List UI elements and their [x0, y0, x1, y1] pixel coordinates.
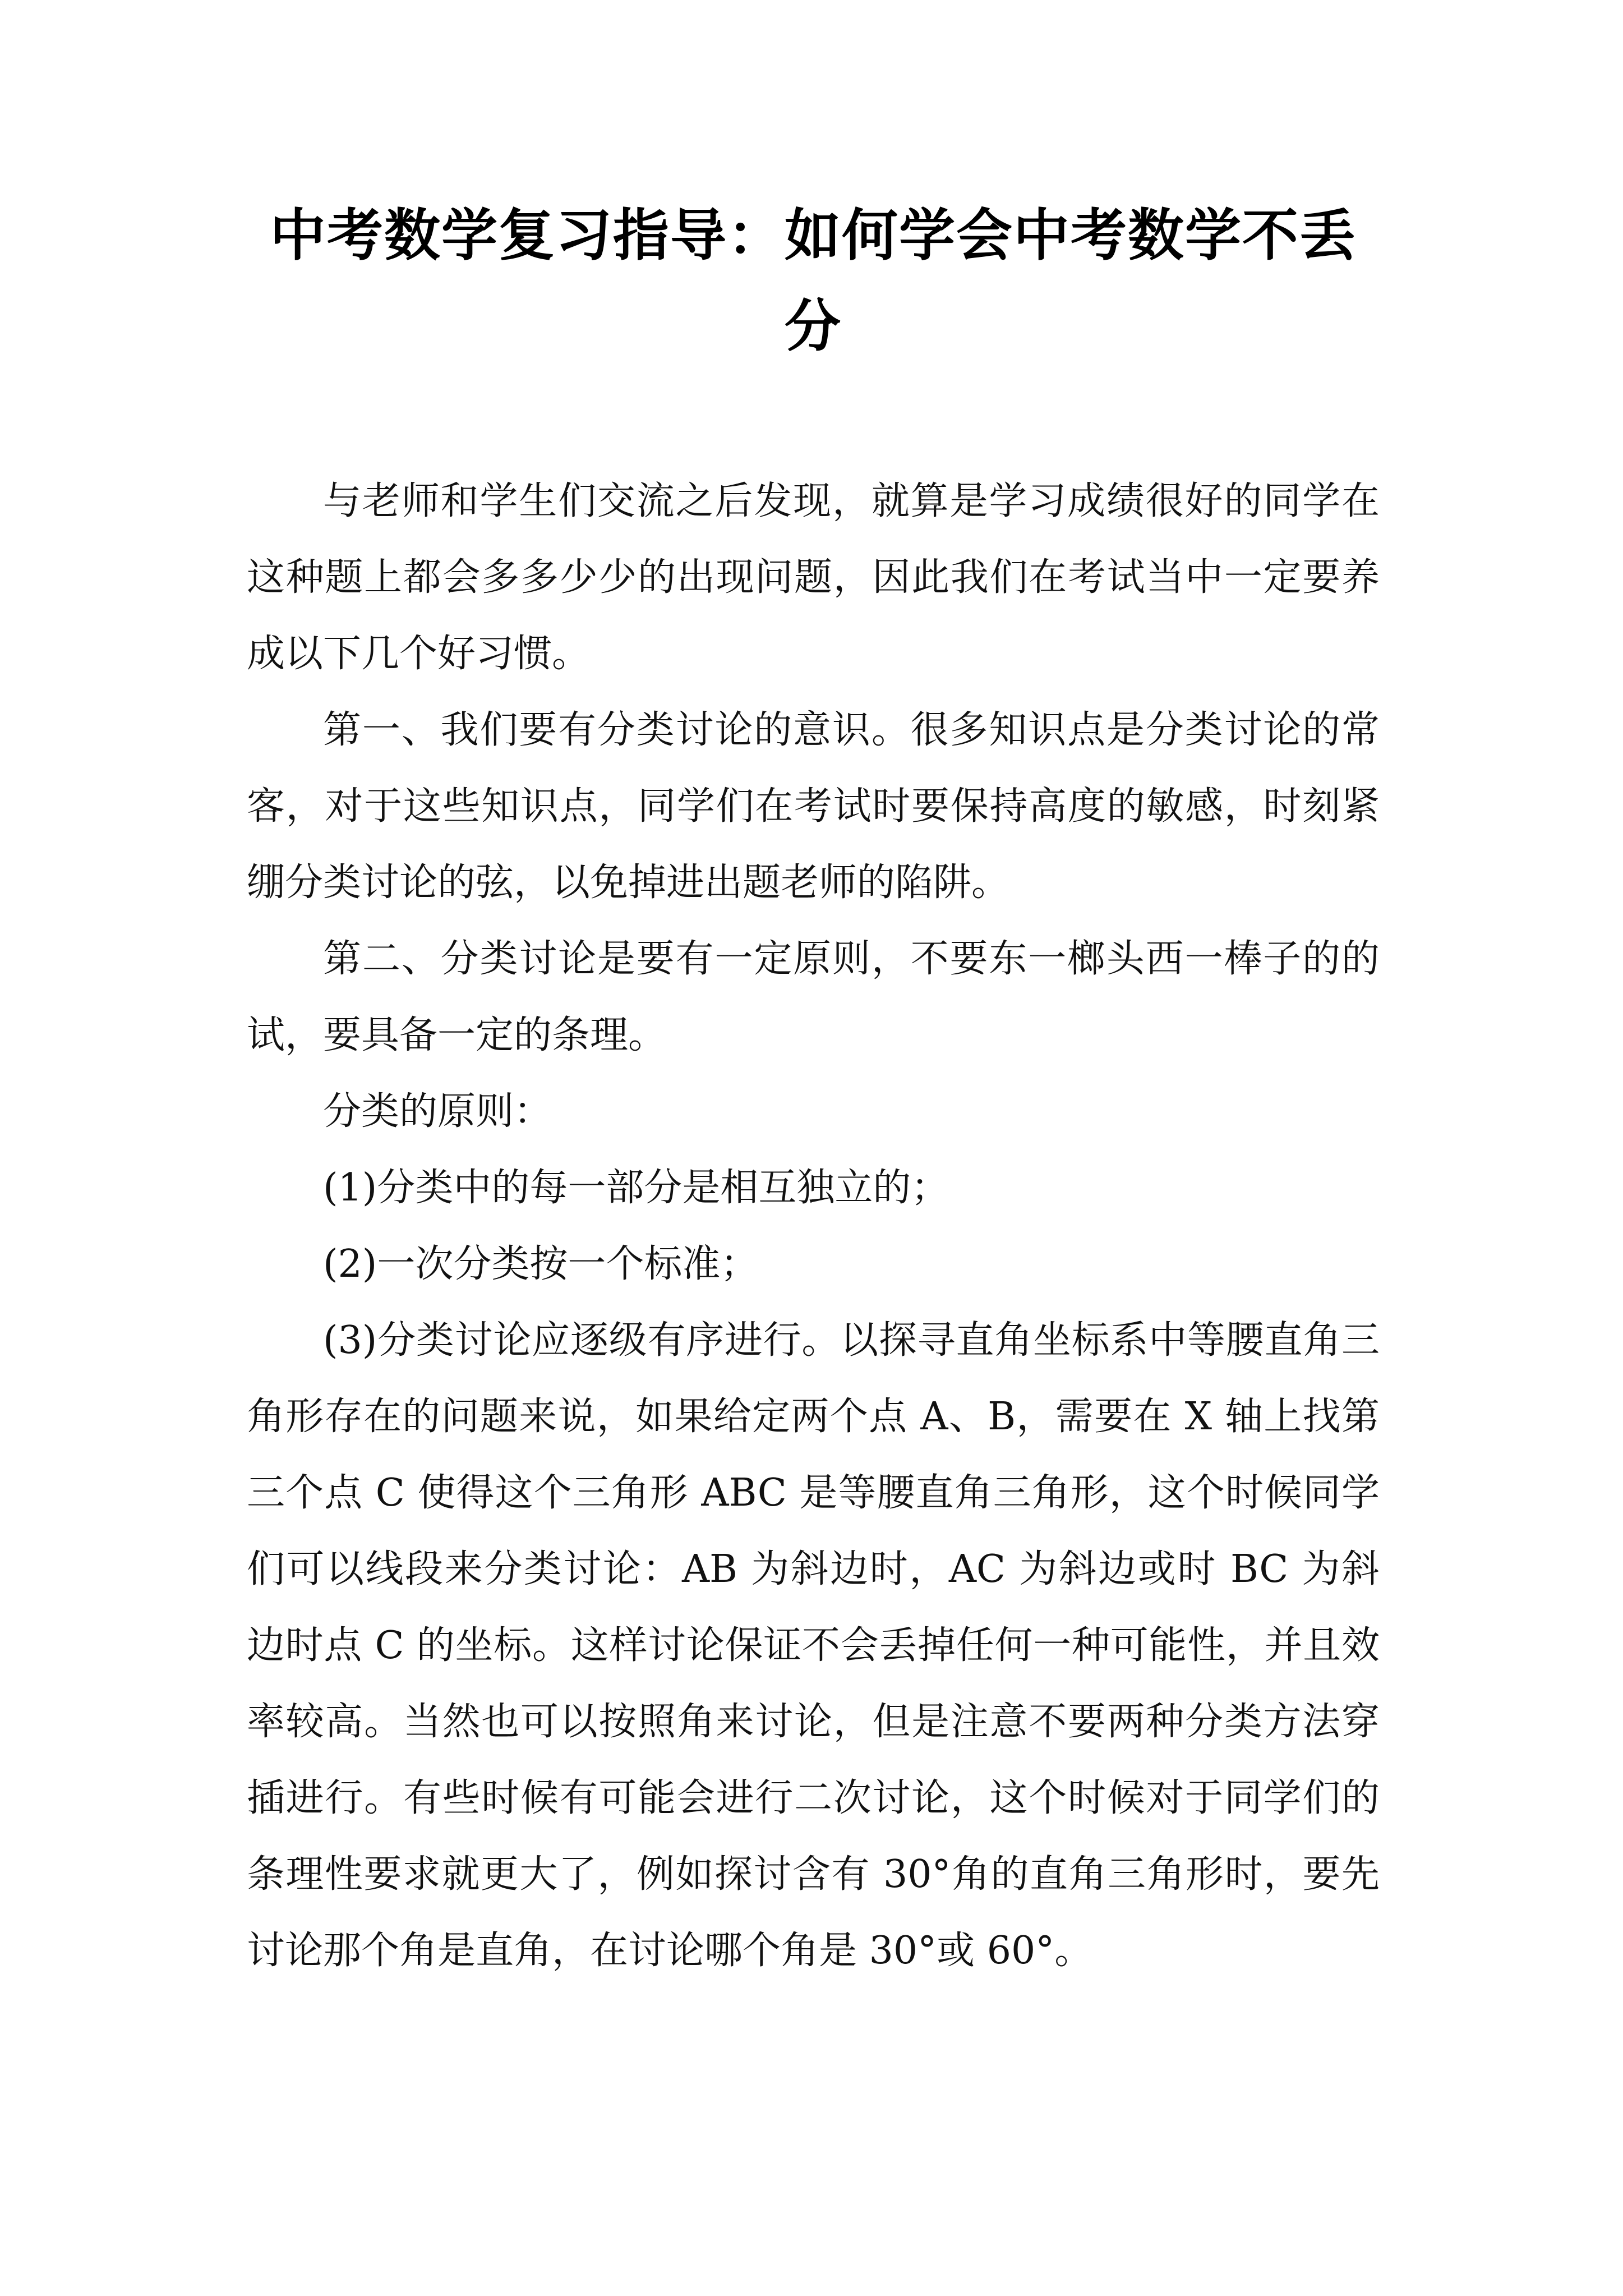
document-title: 中考数学复习指导：如何学会中考数学不丢分	[270, 202, 1357, 359]
paragraph-principle-1: (1)分类中的每一部分是相互独立的；	[323, 1166, 949, 1210]
paragraph-second-point: 第二、分类讨论是要有一定原则，不要东一榔头西一棒子的的试，要具备一定的条理。	[247, 937, 1380, 1057]
paragraph-first-point: 第一、我们要有分类讨论的意识。很多知识点是分类讨论的常客，对于这些知识点，同学们在考试时要保持高度的敏感，时刻紧绷分类讨论的弦，以免掉进出题老师的陷阱。	[247, 708, 1380, 905]
paragraph-principles-heading: 分类的原则：	[323, 1089, 552, 1134]
paragraph-principle-3: (3)分类讨论应逐级有序进行。以探寻直角坐标系中等腰直角三角形存在的问题来说，如果给定两个点 A、B，需要在 X 轴上找第三个点 C 使得这个三角形 ABC 是等腰直角三角形，这个时候同学们可以线段来分类讨论：AB 为斜边时，AC 为斜边或时 BC 为斜边时点 C 的坐标。这样讨论保证不会丢掉任何一种可能性，并且效率较高。当然也可以按照角来讨论，但是注意不要两种分类方法穿插进行。有些时候有可能会进行二次讨论，这个时候对于同学们的条理性要求就更大了，例如探讨含有 30°角的直角三角形时，要先讨论那个角是直角，在讨论哪个角是 30°或 60°。	[247, 1318, 1380, 1973]
paragraph-principle-2: (2)一次分类按一个标准；	[323, 1242, 759, 1286]
document-body	[247, 463, 1380, 1989]
paragraph-intro: 与老师和学生们交流之后发现，就算是学习成绩很好的同学在这种题上都会多多少少的出现问题，因此我们在考试当中一定要养成以下几个好习惯。	[247, 479, 1380, 676]
